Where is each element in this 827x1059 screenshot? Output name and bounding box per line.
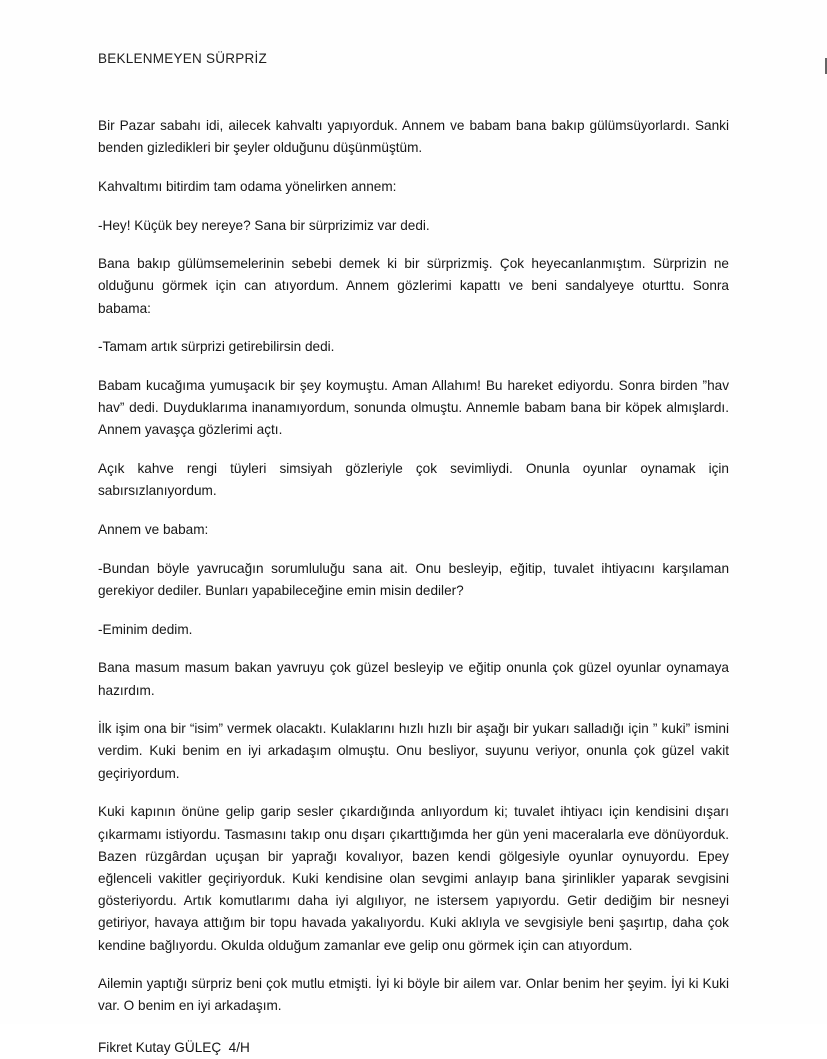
paragraph-5-dialogue: -Tamam artık sürprizi getirebilirsin dedi.: [98, 339, 335, 355]
paragraph-7: Açık kahve rengi tüyleri simsiyah gözleriyle çok sevimliydi. Onunla oyunlar oynamak için sabırsızlanıyordum.: [98, 461, 729, 499]
paragraph-2: Kahvaltımı bitirdim tam odama yönelirken annem:: [98, 178, 397, 194]
paragraph-8: Annem ve babam:: [98, 522, 209, 538]
paragraph-10-dialogue: -Eminim dedim.: [98, 621, 193, 637]
paragraph-4: Bana bakıp gülümsemelerinin sebebi demek ki bir sürprizmiş. Çok heyecanlanmıştım. Sürprizin ne olduğunu görmek için can atıyordum. Annem gözlerimi kapattı ve beni sandalyeye oturttu. Sonra babama:: [98, 256, 729, 316]
paragraph-11: Bana masum masum bakan yavruyu çok güzel besleyip ve eğitip onunla çok güzel oyunlar oynamaya hazırdım.: [98, 660, 729, 698]
document-body: [98, 50, 729, 1059]
author-signature: Fikret Kutay GÜLEÇ 4/H: [98, 1039, 250, 1055]
paragraph-3-dialogue: -Hey! Küçük bey nereye? Sana bir sürprizimiz var dedi.: [98, 217, 430, 233]
paragraph-1: Bir Pazar sabahı idi, ailecek kahvaltı yapıyorduk. Annem ve babam bana bakıp gülümsüyorlardı. Sanki benden gizledikleri bir şeyler olduğunu düşünmüştüm.: [98, 117, 729, 156]
paragraph-9: -Bundan böyle yavrucağın sorumluluğu sana ait. Onu besleyip, eğitip, tuvalet ihtiyacını karşılaman gerekiyor dediler. Bunları yapabileceğine emin misin dediler?: [98, 560, 729, 598]
paragraph-14: Ailemin yaptığı sürpriz beni çok mutlu etmişti. İyi ki böyle bir ailem var. Onlar benim her şeyim. İyi ki Kuki var. O benim en iyi arkadaşım.: [98, 976, 729, 1014]
paragraph-6: Babam kucağıma yumuşacık bir şey koymuştu. Aman Allahım! Bu hareket ediyordu. Sonra birden ”hav hav” dedi. Duyduklarıma inanamıyordum, sonunda olmuştu. Annemle babam bana bir köpek almışlardı. Annem yavaşça gözlerimi açtı.: [98, 378, 729, 438]
paragraph-12: İlk işim ona bir “isim” vermek olacaktı. Kulaklarını hızlı hızlı bir aşağı bir yukarı salladığı için ” kuki” ismini verdim. Kuki benim en iyi arkadaşım olmuştu. Onu besliyor, suyunu veriyor, onunla çok güzel vakit geçiriyordum.: [98, 721, 729, 781]
paragraph-13: Kuki kapının önüne gelip garip sesler çıkardığında anlıyordum ki; tuvalet ihtiyacı için kendisini dışarı çıkarmamı istiyordu. Tasmasını takıp onu dışarı çıkarttığımda her gün yeni maceralarla eve dönüyorduk. Bazen rüzgârdan uçuşan bir yaprağı kovalıyor, bazen kendi gölgesiyle oyunlar oynuyordu. Epey eğlenceli vakitler geçiriyorduk. Kuki kendisine olan sevgimi anlayıp bana şirinlikler yaparak sevgisini gösteriyordu. Artık komutlarımı daha iyi algılıyor, ne istersem yapıyordu. Getir dediğim bir nesneyi getiriyor, havaya attığım bir topu havada yakalıyordu. Kuki aklıyla ve sevgisiyle beni şaşırtıp, daha çok kendine bağlıyordu. Okulda olduğum zamanlar eve gelip onu görmek için can atıyordum.: [98, 804, 729, 953]
page-title: BEKLENMEYEN SÜRPRİZ: [98, 51, 268, 66]
